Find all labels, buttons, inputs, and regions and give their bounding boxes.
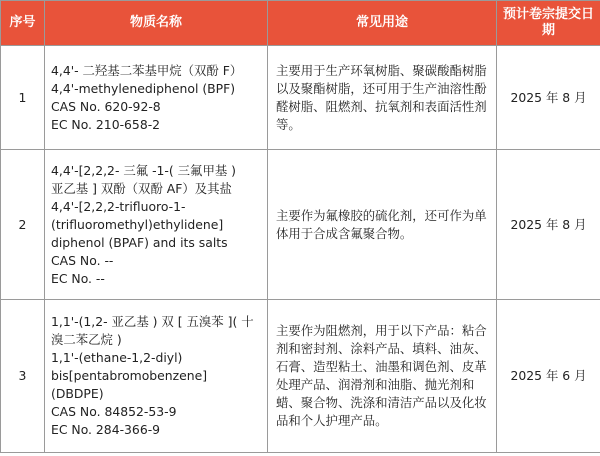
row-seq: 2	[1, 150, 45, 300]
substance-line: 亚乙基 ] 双酚（双酚 AF）及其盐	[51, 180, 232, 196]
substance-line: EC No. 210-658-2	[51, 116, 161, 132]
use-cell: 主要作为阻燃剂，用于以下产品：粘合剂和密封剂、涂料产品、填料、油灰、石膏、造型粘土、油墨和调色剂、皮革处理产品、润滑剂和油脂、抛光剂和蜡、聚合物、洗涤和清洁产品以及化妆品和个人护理产品。	[268, 300, 497, 453]
substance-cell	[45, 150, 268, 300]
substance-line: diphenol (BPAF) and its salts	[51, 234, 228, 250]
substance-cell	[45, 46, 268, 150]
table-row	[1, 300, 600, 453]
substance-line: CAS No. 620-92-8	[51, 98, 161, 114]
header-row	[1, 1, 600, 46]
substance-line: 1,1'-(1,2- 亚乙基 ) 双 [ 五溴苯 ]( 十	[51, 314, 254, 329]
substance-line: 4,4'-methylenediphenol (BPF)	[51, 80, 236, 96]
header-substance-name: 物质名称	[45, 1, 268, 46]
use-cell: 主要用于生产环氧树脂、聚碳酸酯树脂以及聚酯树脂，还可用于生产油溶性酚醛树脂、阻燃剂、抗氧剂和表面活性剂等。	[268, 46, 497, 150]
substance-line: (trifluoromethyl)ethylidene]	[51, 216, 224, 232]
header-seq: 序号	[1, 1, 45, 46]
substance-line: CAS No. 84852-53-9	[51, 404, 177, 419]
substance-line: 4,4'-[2,2,2- 三氟 -1-( 三氟甲基 )	[51, 162, 237, 178]
date-cell: 2025 年 8 月	[497, 150, 600, 300]
substance-line: (DBDPE)	[51, 386, 104, 401]
table-row	[1, 46, 600, 150]
date-cell: 2025 年 6 月	[497, 300, 600, 453]
substance-line: 4,4'- 二羟基二苯基甲烷（双酚 F）	[51, 62, 243, 78]
substance-line: EC No. --	[51, 270, 105, 286]
row-seq: 3	[1, 300, 45, 453]
substance-line: 溴二苯乙烷 )	[51, 332, 122, 347]
substance-line: EC No. 284-366-9	[51, 422, 161, 437]
substance-line: 4,4'-[2,2,2-trifluoro-1-	[51, 198, 186, 214]
substance-line: bis[pentabromobenzene]	[51, 368, 208, 383]
use-cell: 主要作为氟橡胶的硫化剂，还可作为单体用于合成含氟聚合物。	[268, 150, 497, 300]
table-row	[1, 150, 600, 300]
header-submission-date: 预计卷宗提交日期	[497, 1, 600, 46]
substance-line: 1,1'-(ethane-1,2-diyl)	[51, 350, 183, 365]
row-seq: 1	[1, 46, 45, 150]
date-cell: 2025 年 8 月	[497, 46, 600, 150]
header-common-use: 常见用途	[268, 1, 497, 46]
substance-line: CAS No. --	[51, 252, 114, 268]
substance-cell	[45, 300, 268, 453]
